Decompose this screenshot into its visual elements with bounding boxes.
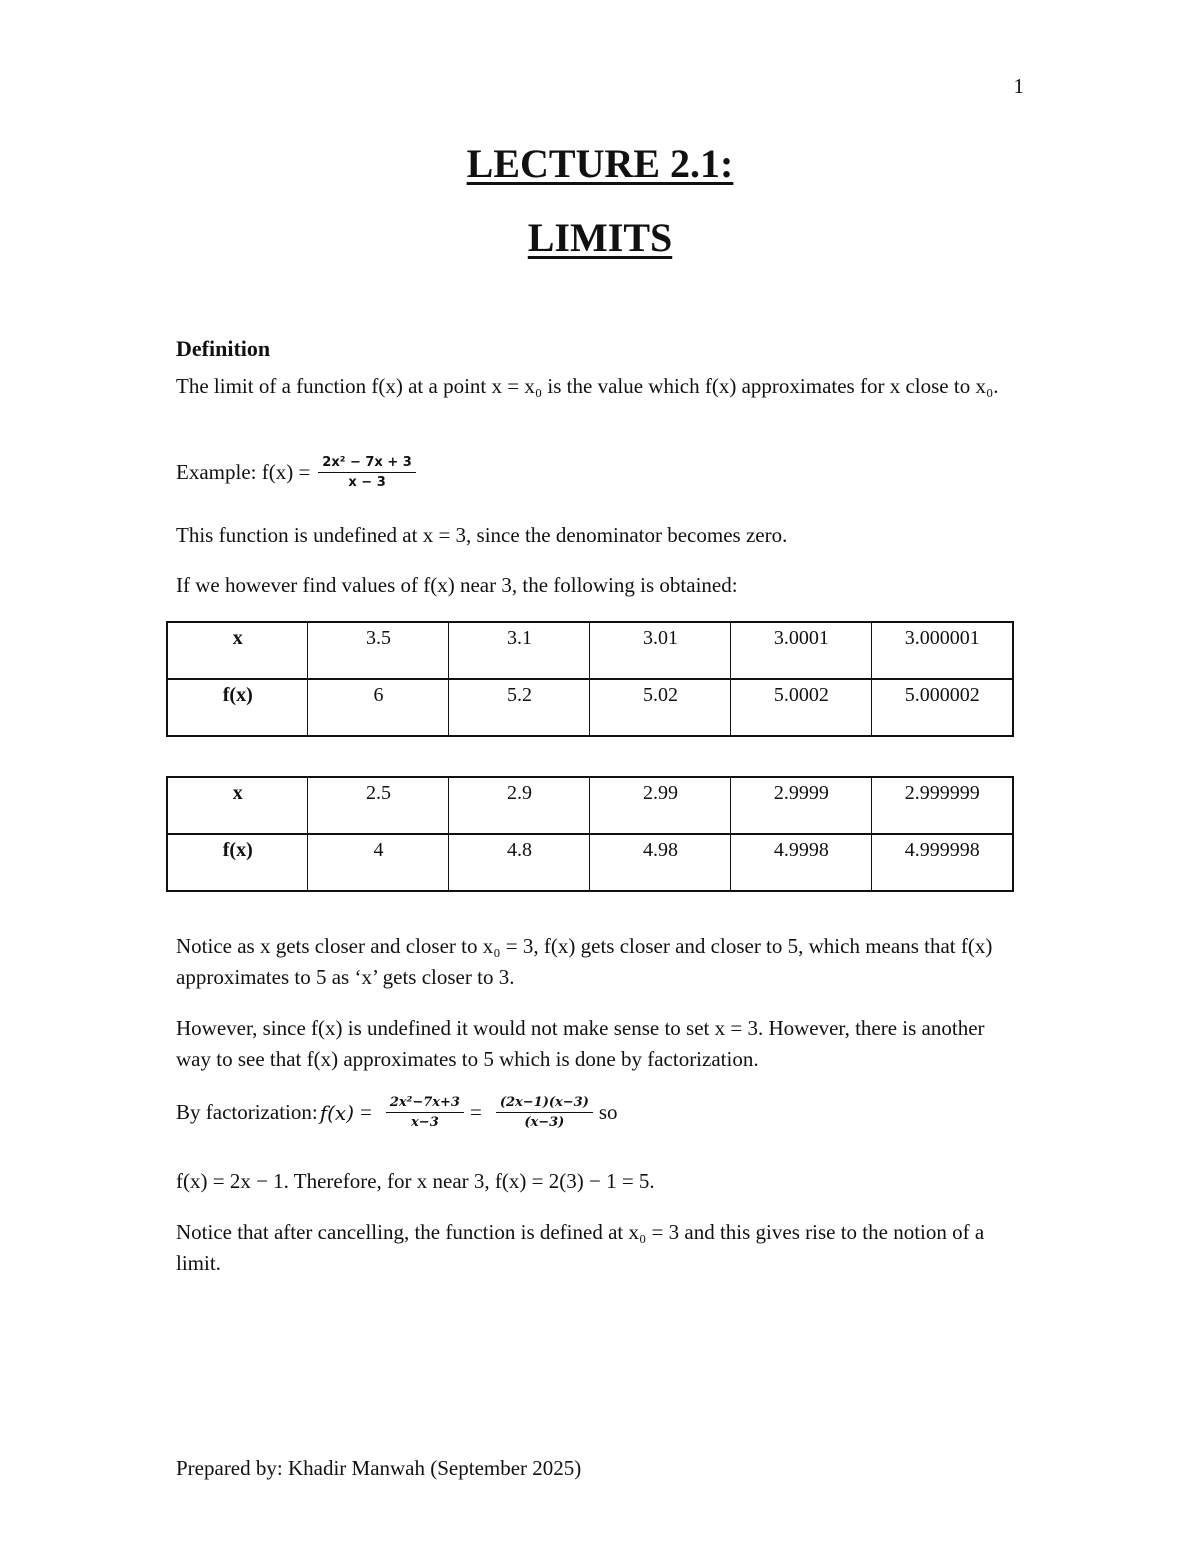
table-cell: 3.5: [308, 622, 449, 679]
table-cell: 2.9: [449, 777, 590, 834]
table-header-fx: f(x): [167, 834, 308, 891]
table-cell: 6: [308, 679, 449, 736]
values-intro: If we however find values of f(x) near 3, the following is obtained:: [176, 573, 738, 597]
example-denominator: x − 3: [348, 475, 386, 490]
example-equation: [176, 455, 416, 490]
equals-sign: =: [360, 1100, 372, 1124]
table-row: [167, 777, 1013, 834]
table-header-fx: f(x): [167, 679, 308, 736]
table-cell: 5.0002: [731, 679, 872, 736]
example-fraction: [318, 455, 416, 490]
table-row: [167, 834, 1013, 891]
table-cell: 3.01: [590, 622, 731, 679]
table-cell: 4.999998: [872, 834, 1013, 891]
fraction-numerator: 2x²−7x+3: [386, 1095, 464, 1113]
table-cell: 4: [308, 834, 449, 891]
table-cell: 3.1: [449, 622, 590, 679]
definition-heading: Definition: [176, 336, 271, 361]
table-cell: 5.2: [449, 679, 590, 736]
table-cell: 2.999999: [872, 777, 1013, 834]
table-cell: 4.8: [449, 834, 590, 891]
fraction-denominator: x−3: [411, 1115, 439, 1130]
conclusion-paragraph: Notice that after cancelling, the function is defined at x₀ = 3 and this gives rise to the notion of a limit.: [176, 1220, 985, 1275]
table-cell: 2.5: [308, 777, 449, 834]
table-cell: 3.000001: [872, 622, 1013, 679]
values-table-left: [166, 776, 1014, 892]
factorization-label: By factorization:: [176, 1100, 318, 1124]
fraction-numerator: (2x−1)(x−3): [496, 1095, 593, 1113]
factorization-equation: [176, 1095, 618, 1130]
example-label: Example: f(x) =: [176, 460, 311, 484]
values-table-right: [166, 621, 1014, 737]
table-header-x: x: [167, 777, 308, 834]
equals-sign: =: [469, 1100, 482, 1124]
table-row: [167, 679, 1013, 736]
table-header-x: x: [167, 622, 308, 679]
table-row: [167, 622, 1013, 679]
lecture-title: LECTURE 2.1:: [466, 141, 734, 186]
factorization-fraction-1: [386, 1095, 464, 1130]
table-cell: 2.9999: [731, 777, 872, 834]
definition-text: The limit of a function f(x) at a point x = x₀ is the value which f(x) approximates for x close to x₀.: [176, 374, 999, 398]
however-paragraph: However, since f(x) is undefined it would not make sense to set x = 3. However, there is another way to see that f(x) approximates to 5 which is done by factorization.: [176, 1016, 985, 1071]
fraction-denominator: (x−3): [524, 1115, 565, 1130]
result-text: f(x) = 2x − 1. Therefore, for x near 3, f(x) = 2(3) − 1 = 5.: [176, 1169, 655, 1193]
table-cell: 3.0001: [731, 622, 872, 679]
factorization-fraction-2: [496, 1095, 593, 1130]
undefined-text: This function is undefined at x = 3, since the denominator becomes zero.: [176, 523, 788, 547]
lecture-subtitle: LIMITS: [527, 215, 673, 260]
table-cell: 5.02: [590, 679, 731, 736]
table-cell: 4.98: [590, 834, 731, 891]
example-numerator: 2x² − 7x + 3: [318, 455, 416, 473]
table-cell: 2.99: [590, 777, 731, 834]
factorization-fx: f(x): [319, 1100, 354, 1125]
table-cell: 5.000002: [872, 679, 1013, 736]
footer-credit: Prepared by: Khadir Manwah (September 2025): [176, 1456, 582, 1480]
table-cell: 4.9998: [731, 834, 872, 891]
page-number: 1: [1013, 74, 1024, 98]
factorization-suffix: so: [598, 1100, 618, 1124]
notice-paragraph: Notice as x gets closer and closer to x₀ = 3, f(x) gets closer and closer to 5, which means that f(x) approximates to 5 as ‘x’ gets closer to 3.: [176, 934, 993, 989]
